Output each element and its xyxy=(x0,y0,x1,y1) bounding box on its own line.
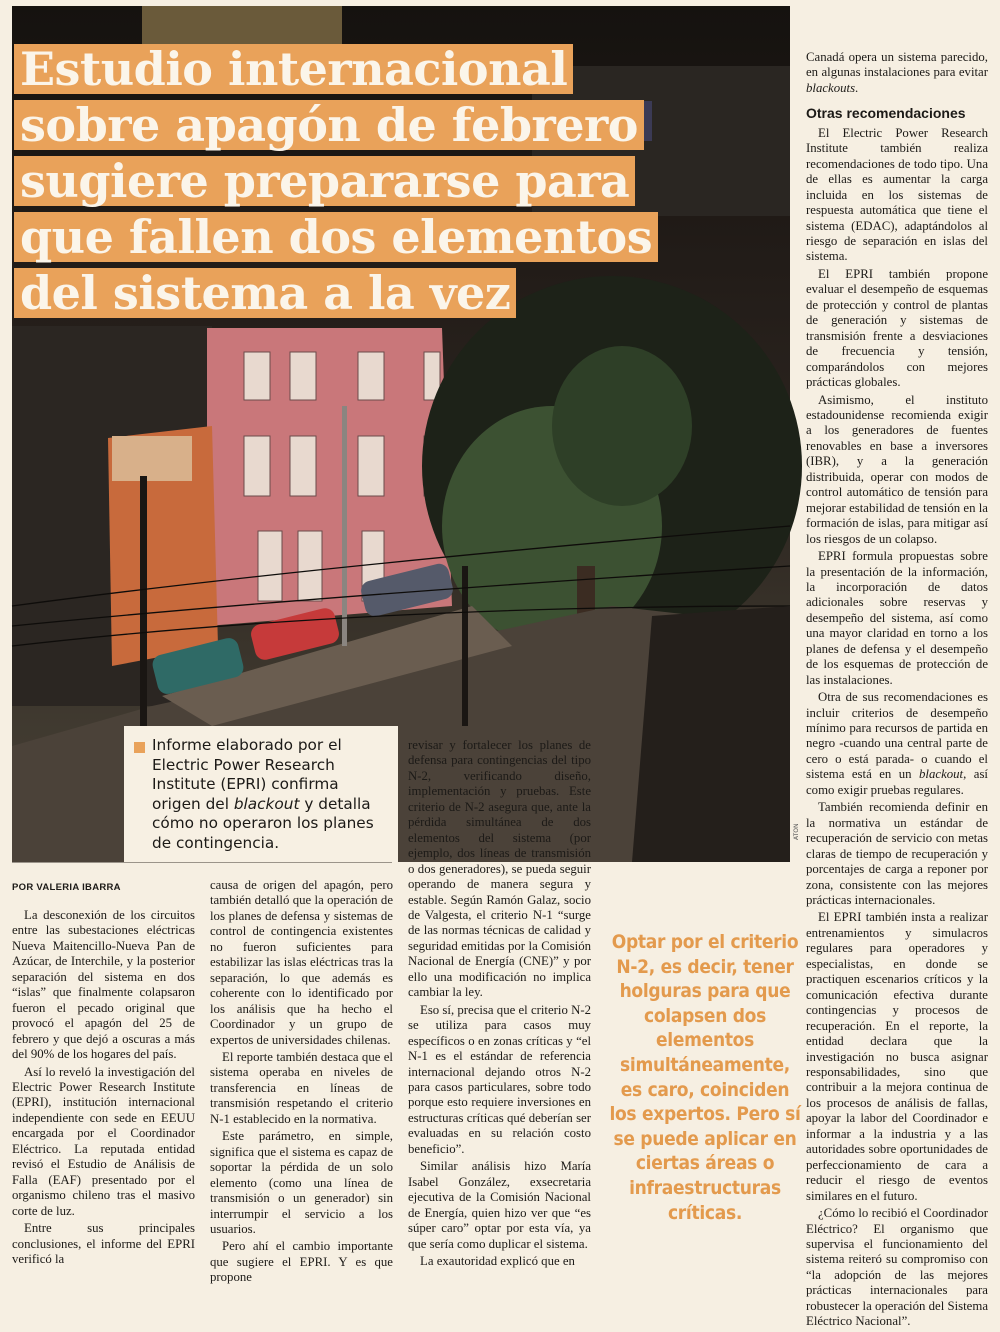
column-1 xyxy=(12,908,195,1269)
paragraph: causa de origen del apagón, pero también detalló que la operación de los planes de defensa y sistemas de control de contingencia existentes no fueron suficientes para estabilizar las islas eléctricas tras la separación, lo que además es coherente con lo identificado por los análisis que ha hecho el Coordinador y un grupo de expertos de universidades chilenas. xyxy=(210,878,393,1047)
paragraph: La desconexión de los circuitos entre las subestaciones eléctricas Nueva Maitencillo-Nueva Pan de Azúcar, de Interchile, y la posterior separación del sistema en dos “islas” que finalmente colapsaron fueron el pecado original que provocó el apagón del 25 de febrero y que dejó a oscuras a más del 90% de los hogares del país. xyxy=(12,908,195,1062)
headline-line: sobre apagón de febrero xyxy=(14,100,644,150)
lead-text: Informe elaborado por el Electric Power Research Institute (EPRI) confirma origen del blackout y detalla cómo no operaron los planes de contingencia. xyxy=(152,736,374,852)
column-3 xyxy=(408,738,591,1271)
paragraph: Así lo reveló la investigación del Electric Power Research Institute (EPRI), institución internacional independiente con sede en EEUU encargada por el Coordinador Eléctrico. La reputada entidad revisó el Estudio de Análisis de Falla (EAF) presentado por el organismo chileno tras el masivo corte de luz. xyxy=(12,1064,195,1218)
paragraph: El EPRI también insta a realizar entrenamientos y simulacros regulares para operadores y especialistas, en donde se practiquen escenarios críticos y la comunicación efectiva durante contingencias y procesos de recuperación. En el reporte, la entidad declara que la investigación no busca asignar responsabilidades, sino que contribuir a la mejora continua de los procesos de análisis de fallas, apoyar la labor del Coordinador e informar a la industria y a las autoridades sobre oportunidades de perfeccionamiento de cara a reducir el riesgo de eventos similares en el futuro. xyxy=(806,910,988,1203)
byline-rule xyxy=(12,862,392,863)
paragraph: revisar y fortalecer los planes de defensa para contingencias del tipo N-2, verificando diseño, implementación y pruebas. Este criterio de N-2 asegura que, ante la pérdida simultánea de dos elementos del sistema (por ejemplo, dos líneas de transmisión o dos generadores), se pueda seguir operando de manera segura y estable. Según Ramón Galaz, socio de Valgesta, el criterio N-1 “surge de las normas técnicas de calidad y seguridad emitidas por la Comisión Nacional de Energía (CNE)” y por ello una modificación no implica cambiar la ley. xyxy=(408,738,591,1000)
paragraph: Asimismo, el instituto estadounidense recomienda exigir a los generadores de fuentes renovables en base a inversores (IBR), y a la generación distribuida, operar con modos de control automático de tensión para mejorar estabilidad de tensión en la formación de islas, para mitigar así los riesgos de un colapso. xyxy=(806,392,988,546)
paragraph: El reporte también destaca que el sistema operaba en niveles de transferencia en líneas de transmisión respetando el criterio N-1 establecido en la normativa. xyxy=(210,1049,393,1126)
paragraph: Canadá opera un sistema parecido, en algunas instalaciones para evitar blackouts. xyxy=(806,50,988,95)
column-2 xyxy=(210,878,393,1288)
headline xyxy=(14,42,653,324)
subheading: Otras recomendaciones xyxy=(806,105,966,122)
paragraph: Eso sí, precisa que el criterio N-2 se utiliza para casos muy específicos o en zonas críticas y “el N-1 es el estándar de referencia internacional dejando otros N-2 para casos particulares, sobre todo porque esto requiere inversiones en estructuras críticas qué deberían ser evaluadas en su relación costo beneficio”. xyxy=(408,1002,591,1156)
photo-credit: ATON xyxy=(793,823,800,840)
paragraph: También recomienda definir en la normativa un estándar de recuperación de servicio con metas claras de tiempo de recuperación y porcentajes de carga a reponer por zona, consistente con las mejores prácticas internacionales. xyxy=(806,800,988,908)
headline-line: Estudio internacional xyxy=(14,44,573,94)
lead-box xyxy=(124,726,398,862)
column-4 xyxy=(806,50,988,1332)
paragraph: El EPRI también propone evaluar el desempeño de esquemas de protección y control de plantas de generación y sistemas de transmisión frente a desviaciones de frecuencia y tensión, comparándolos con mejores prácticas globales. xyxy=(806,266,988,390)
pull-quote: Optar por el criterio N-2, es decir, tener holguras para que colapsen dos elementos simultáneamente, es caro, coinciden los expertos. Pero sí se puede aplicar en ciertas áreas o infraestructuras críticas. xyxy=(609,931,801,1224)
paragraph: El Electric Power Research Institute también realiza recomendaciones de todo tipo. Una de ellas es aumentar la carga incluida en los sistemas de respuesta automática que tiene el sistema (EDAC), adaptándolos al riesgo de separación en islas del sistema. xyxy=(806,125,988,264)
paragraph: La exautoridad explicó que en xyxy=(420,1253,575,1268)
paragraph: Pero ahí el cambio importante que sugiere el EPRI. Y es que propone xyxy=(210,1239,393,1285)
paragraph: Este parámetro, en simple, significa que el sistema es capaz de soportar la pérdida de un solo elemento (como una línea de transmisión o un generador) sin interrumpir el servicio a los usuarios. xyxy=(210,1129,393,1236)
paragraph: Otra de sus recomendaciones es incluir criterios de desempeño mínimo para recursos de partida en negro -cuando una central parte de cero o está parada- o cuando el sistema está en un blackout, así como exigir pruebas regulares. xyxy=(806,690,988,797)
paragraph: EPRI formula propuestas sobre la presentación de la información, la incorporación de datos adicionales sobre reservas y desempeño del sistema, así como una mayor claridad en torno a los planes de defensa y el desempeño de los esquemas de protección de las instalaciones. xyxy=(806,549,988,687)
paragraph: Similar análisis hizo María Isabel González, exsecretaria ejecutiva de la Comisión Nacional de Energía, quien hizo ver que “es súper caro” optar por esta vía, ya que sería como duplicar el sistema. xyxy=(408,1159,591,1251)
headline-line: del sistema a la vez xyxy=(14,268,516,318)
headline-line: que fallen dos elementos xyxy=(14,212,658,262)
headline-line: sugiere prepararse para xyxy=(14,156,635,206)
paragraph: ¿Cómo lo recibió el Coordinador Eléctrico? El organismo que supervisa el funcionamiento del sistema reiteró su compromiso con “la adopción de las mejores prácticas internacionales para robustecer la operación del Sistema Eléctrico Nacional”. xyxy=(806,1206,988,1329)
square-bullet-icon xyxy=(134,742,145,753)
paragraph: Entre sus principales conclusiones, el informe del EPRI verificó la xyxy=(12,1221,195,1266)
byline: POR VALERIA IBARRA xyxy=(12,882,121,893)
